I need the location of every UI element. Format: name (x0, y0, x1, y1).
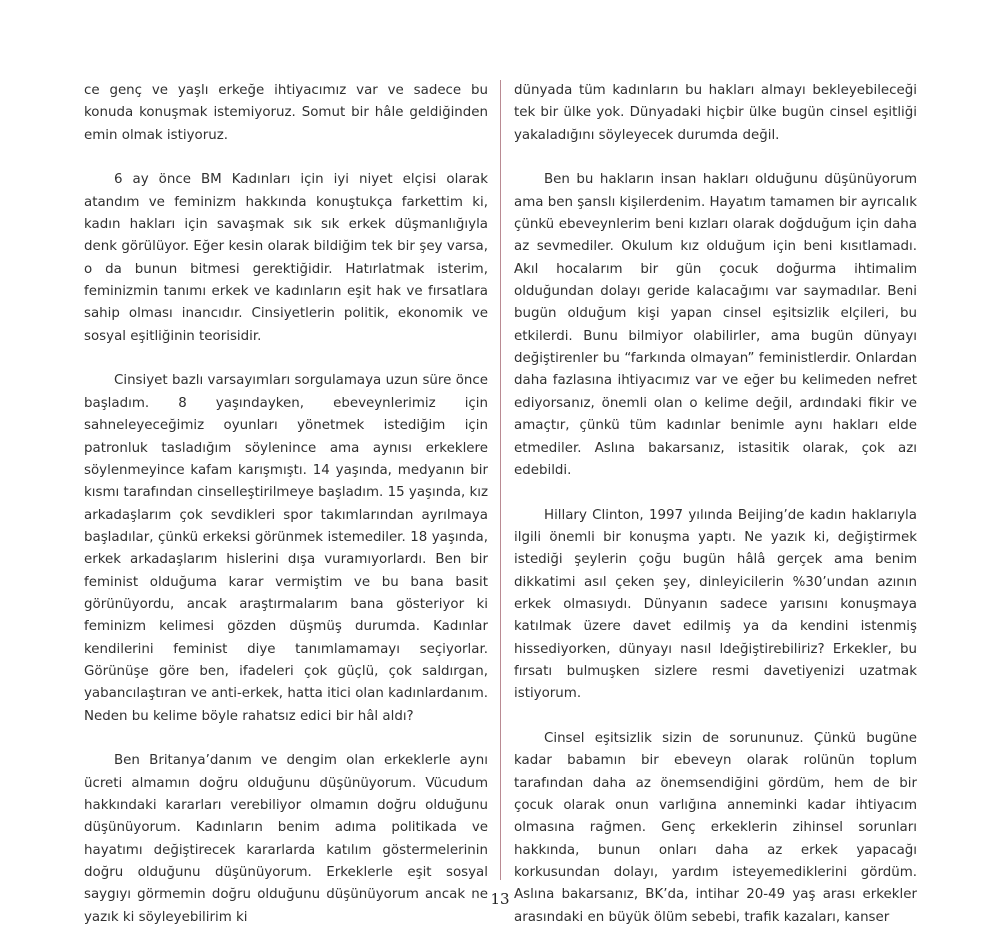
paragraph: Hillary Clinton, 1997 yılında Beijing’de kadın haklarıyla ilgili önemli bir konuşma yaptı. Ne yazık ki, değiştirmek istediği şeylerin çoğu bugün hâlâ gerçek ama benim dikkatimi asıl çeken şey, dinleyicilerin %30’undan azının erkek olmasıydı. Dünyanın sadece yarısını konuşmaya katılmak üzere davet edilmiş ya da kendini istenmiş hissediyorken, dünyayı nasıl ldeğiştirebiliriz? Erkekler, bu fırsatı bulmuşken sizlere resmi davetiyenizi uzatmak istiyorum. (514, 507, 917, 702)
paragraph: ce genç ve yaşlı erkeğe ihtiyacımız var ve sadece bu konuda konuşmak istemiyoruz. Somut bir hâle geldiğinden emin olmak istiyoruz. (84, 83, 488, 143)
paragraph: 6 ay önce BM Kadınları için iyi niyet elçisi olarak atandım ve feminizm hakkında konuştukça farkettim ki, kadın hakları için savaşmak sık sık erkek düşmanlığıyla denk görülüyor. Eğer kesin olarak bildiğim tek bir şey varsa, o da bunun bitmesi gerektiğidir. Hatırlatmak isterim, feminizmin tanımı erkek ve kadınların eşit hak ve fırsatlara sahip olması inancıdır. Cinsiyetlerin politik, ekonomik ve sosyal eşitliğinin teorisidir. (84, 172, 488, 344)
page-number: 13 (490, 890, 510, 908)
left-column (84, 80, 488, 951)
paragraph: dünyada tüm kadınların bu hakları almayı bekleyebileceği tek bir ülke yok. Dünyadaki hiçbir ülke bugün cinsel eşitliği yakaladığını söyleyecek durumda değil. (514, 83, 917, 143)
paragraph: Ben bu hakların insan hakları olduğunu düşünüyorum ama ben şanslı kişilerdenim. Hayatım tamamen bir ayrıcalık çünkü ebeveynlerim beni kızları olarak doğduğum için daha az sevmediler. Okulum kız olduğum için beni kısıtlamadı. Akıl hocalarım bir gün çocuk doğurma ihtimalim olduğundan dolayı geride kalacağımı var saymadılar. Beni bugün olduğum kişi yapan cinsel eşitsizlik elçileri, bu etkilerdi. Bunu bilmiyor olabilirler, ama bugün dünyayı değiştirenler bu “farkında olmayan” feministlerdir. Onlardan daha fazlasına ihtiyacımız var ve eğer bu kelimeden nefret ediyorsanız, önemli olan o kelime değil, ardındaki fikir ve amaçtır, çünkü tüm kadınlar benimle aynı hakları elde etmediler. Aslına bakarsanız, istasitik olarak, çok azı edebildi. (514, 172, 917, 478)
right-column (514, 80, 917, 951)
paragraph: Cinsel eşitsizlik sizin de sorununuz. Çünkü bugüne kadar babamın bir ebeveyn olarak rolünün toplum tarafından daha az önemsendiğini gördüm, hem de bir çocuk olarak onun varlığına anneminki kadar ihtiyacım olmasına rağmen. Genç erkeklerin zihinsel sorunları hakkında, bunun onları daha az erkek yapacağı korkusundan dolayı, yardım isteyemediklerini gördüm. Aslına bakarsanız, BK’da, intihar 20-49 yaş arası erkekler arasındaki en büyük ölüm sebebi, trafik kazaları, kanser (514, 730, 917, 925)
paragraph: Ben Britanya’danım ve dengim olan erkeklerle aynı ücreti almamın doğru olduğunu düşünüyorum. Vücudum hakkındaki kararları verebiliyor olmamın doğru olduğunu düşünüyorum. Kadınların benim adıma politikada ve hayatımı değiştirecek kararlarda katılım göstermelerinin doğru olduğunu düşünüyorum. Erkeklerle eşit sosyal saygıyı görmemin doğru olduğunu düşünüyorum ancak ne yazık ki söyleyebilirim ki (84, 753, 488, 925)
column-divider (500, 80, 501, 880)
paragraph: Cinsiyet bazlı varsayımları sorgulamaya uzun süre önce başladım. 8 yaşındayken, ebeveynlerimiz için sahneleyeceğimiz oyunları yönetmek istediğim için patronluk tasladığım söylenince ama aynısı erkeklere söylenmeyince kafam karışmıştı. 14 yaşında, medyanın bir kısmı tarafından cinselleştirilmeye başladım. 15 yaşında, kız arkadaşlarım çok sevdikleri spor takımlarından ayrılmaya başladılar, çünkü erkeksi görünmek istemediler. 18 yaşında, erkek arkadaşlarım hislerini dışa vuramıyorlardı. Ben bir feminist olduğuma karar vermiştim ve bu bana basit görünüyordu, ancak araştırmalarım bana gösteriyor ki feminizm kelimesi gözden düşmüş durumda. Kadınlar kendilerini feminist diye tanımlamamayı seçiyorlar. Görünüşe göre ben, ifadeleri çok güçlü, çok saldırgan, yabancılaştıran ve anti-erkek, hatta itici olan kadınlardanım. Neden bu kelime böyle rahatsız edici bir hâl aldı? (84, 373, 488, 724)
